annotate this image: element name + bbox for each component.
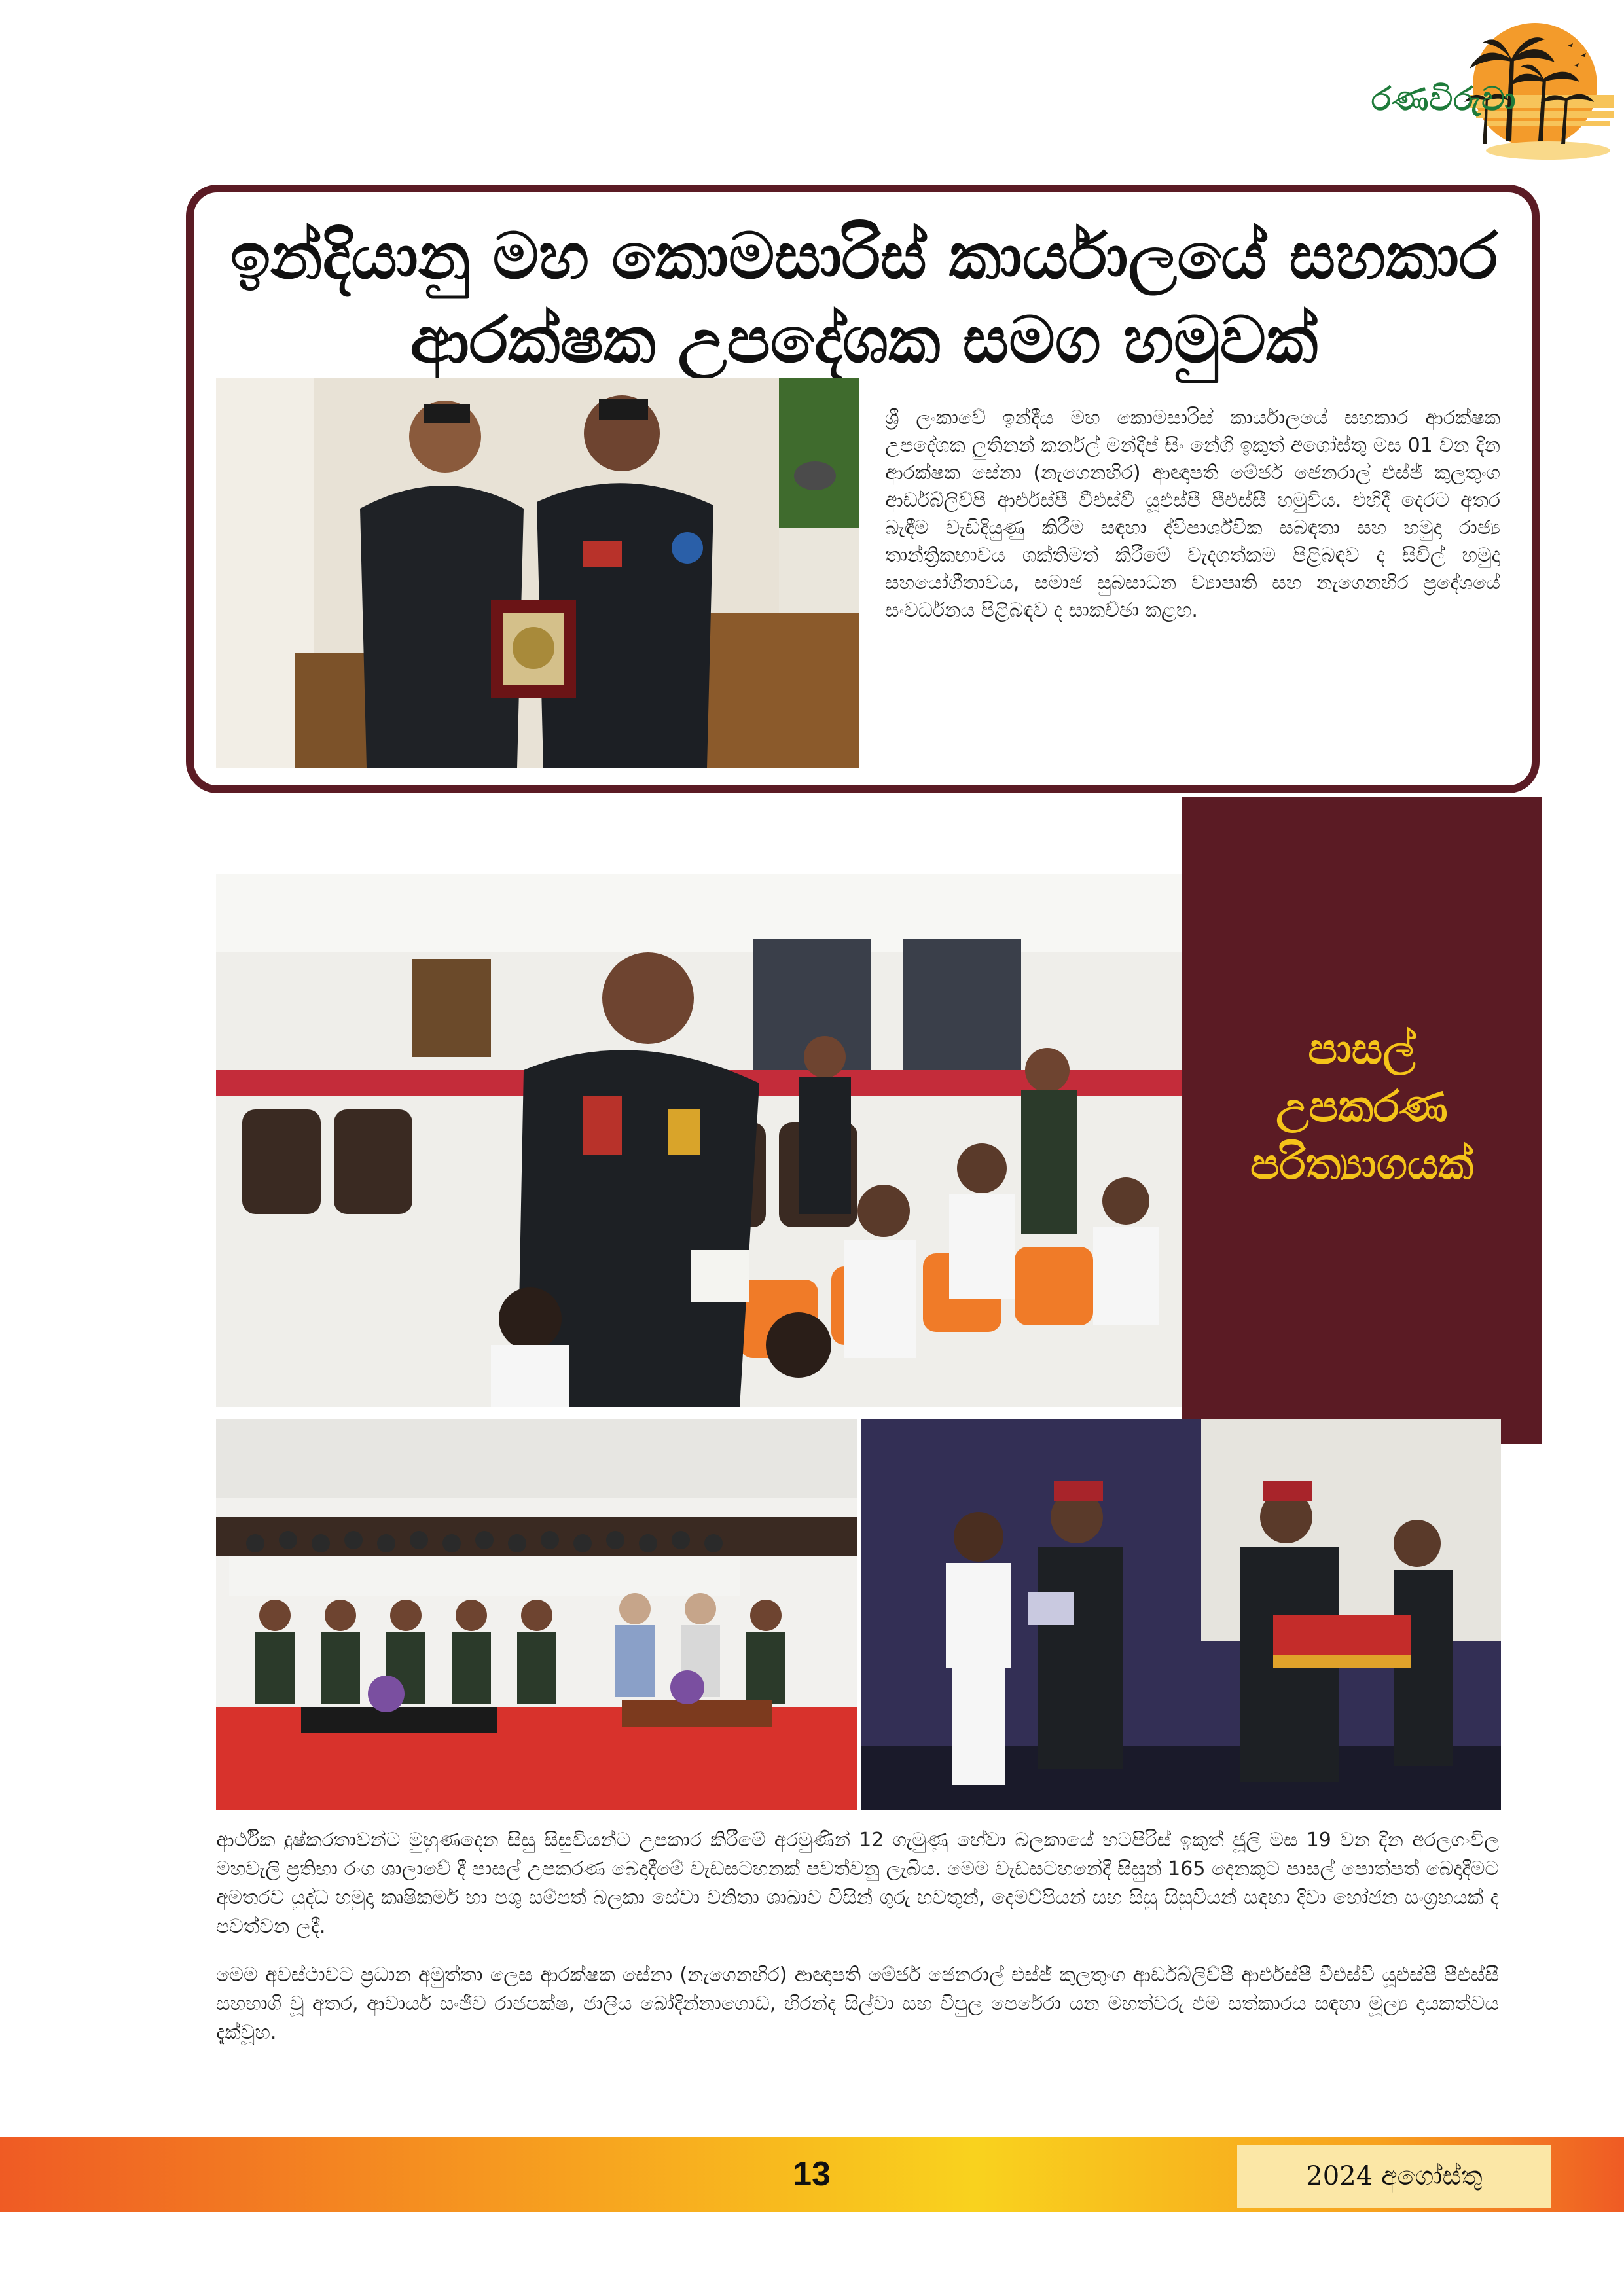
side-panel-line-1: පාසල්: [1308, 1023, 1416, 1074]
photo-audience: [216, 1419, 857, 1810]
brand-name: රණවිරුවා: [1371, 80, 1517, 118]
article-2-paragraph-2: මෙම අවස්ථාවට ප්‍රධාන අමුත්තා ලෙස ආරක්ෂක සේනා (නැගෙනහිර) ආඥාපති මේජර් ජෙනරාල් එස්ජ් කුලතුංග ආර්ඩබ්ලිව්පී ආර්එස්පී වීඑස්වී යූඑස්පී පීඑස්සී සහභාගි වූ අතර, ආචාර්ය සංජීව රාජපක්ෂ, ජාලිය බෝදින්නාගොඩ, හිරන්ද සිල්වා සහ විපුල පෙරේරා යන මහත්වරු එම සත්කාරය සඳහා මූල්‍ය දායකත්වය දැක්වූහ.: [216, 1964, 1499, 2044]
photo-illustration: [216, 378, 859, 768]
issue-date: 2024 අගෝස්තු: [1237, 2145, 1551, 2208]
article-2-paragraph-1: ආර්ථික දුෂ්කරතාවන්ට මුහුණදෙන සිසු සිසුවියන්ට උපකාර කිරීමේ අරමුණින් 12 ගැමුණු හේවා බලකායේ හටපිරිස් ඉකුත් ජූලි මස 19 වන දින අරලගංවිල මහවැලි ප්‍රතිභා රංග ශාලාවේ දී පාසල් උපකරණ බෙදාදීමේ වැඩසටහනක් පවත්වනු ලැබිය. මෙම වැඩසටහනේදී සිසුන් 165 දෙනකුට පාසල් පොත්පත් බෙදාදීමට අමතරව යුද්ධ හමුදා කෘෂිකර්ම හා පශු සම්පත් බලකා සේවා වනිතා ශාඛාව විසින් ගුරු භවතුන්, දෙමව්පියන් සහ සිසු සිසුවියන් සඳහා දිවා භෝජන සංග්‍රහයක් ද පවත්වන ලදී.: [216, 1829, 1499, 1938]
photo-gift-presentation: [861, 1419, 1501, 1810]
article-body: ශ්‍රී ලංකාවේ ඉන්දීය මහ කොමසාරිස් කාර්යාලයේ සහකාර ආරක්ෂක උපදේශක ලුතිනන් කර්නල් මන්දීප් සිං නේගි ඉකුත් අගෝස්තු මස 01 වන දින ආරක්ෂක සේනා (නැගෙනහිර) ආඥාපති මේජර් ජෙනරාල් එස්ජ් කුලතුංග ආර්ඩබ්ලිව්පී ආර්එස්පී වීඑස්වී යූඑස්පී පීඑස්සී හමුවිය. එහිදී දෙරට අතර බැඳීම වැඩිදියුණු කිරීම සඳහා ද්විපාර්ශ්වික සබඳතා සහ හමුදා රාජ්‍ය තාන්ත්‍රිකභාවය ශක්තිමත් කිරීමේ වැදගත්කම පිළිබඳව ද සිවිල් හමුදා සහයෝගීතාවය, සමාජ සුබසාධන ව්‍යාපෘති සහ නැගෙනහිර ප්‍රදේශයේ සංවර්ධනය පිළිබඳව ද සාකච්ඡා කළහ.: [885, 406, 1500, 622]
masthead: [1371, 20, 1614, 170]
photo-illustration: [216, 874, 1182, 1407]
side-panel-line-3: පරිත්‍යාගයක්: [1250, 1138, 1473, 1189]
page-number: 13: [793, 2155, 831, 2193]
photo-donation-hall: [216, 874, 1182, 1407]
side-panel-title: [1182, 1020, 1542, 1193]
title-line-1: ඉන්දියානු මහ කොමසාරිස් කාර්යාලයේ සහකාර: [230, 219, 1498, 294]
photo-plaque-presentation: [216, 378, 859, 768]
side-panel-line-2: උපකරණ: [1276, 1081, 1448, 1132]
photo-illustration: [216, 1419, 857, 1810]
side-panel: [1182, 797, 1542, 1444]
article-title: [216, 215, 1512, 382]
photo-illustration: [861, 1419, 1501, 1810]
title-line-2: ආරක්ෂක උපදේශක සමග හමුවක්: [410, 302, 1318, 378]
article-2-body: [216, 1826, 1499, 2067]
